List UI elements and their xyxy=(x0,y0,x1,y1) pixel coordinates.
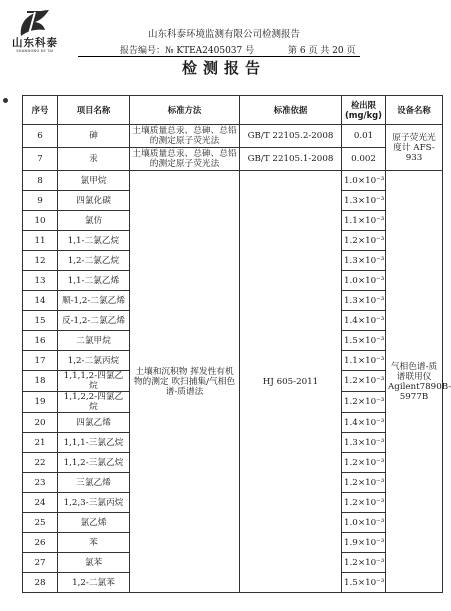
row-item: 1,1-二氯乙烯 xyxy=(58,271,130,291)
row-limit: 1.2×10⁻³ xyxy=(342,553,386,573)
page-number: 第 6 页 共 20 页 xyxy=(288,46,356,56)
table-row xyxy=(23,148,443,171)
row-no: 6 xyxy=(23,125,58,148)
row-item: 1,1,2-三氯乙烷 xyxy=(58,453,130,473)
report-number: 报告编号：№ KTEA2405037 号 xyxy=(120,46,255,56)
row-limit: 1.0×10⁻³ xyxy=(342,271,386,291)
voc-standard: HJ 605-2011 xyxy=(240,171,342,593)
row-item: 反-1,2-二氯乙烯 xyxy=(58,311,130,331)
row-limit: 1.2×10⁻³ xyxy=(342,473,386,493)
row-no: 28 xyxy=(23,573,58,593)
row-limit: 1.1×10⁻³ xyxy=(342,211,386,231)
row-limit: 1.3×10⁻³ xyxy=(342,291,386,311)
row-item: 1,2-二氯乙烷 xyxy=(58,251,130,271)
table-header-row xyxy=(23,96,443,125)
company-report-title: 山东科泰环境监测有限公司检测报告 xyxy=(147,29,300,40)
row-item: 三氯乙烯 xyxy=(58,473,130,493)
row-item: 苯 xyxy=(58,533,130,553)
row-no: 20 xyxy=(23,413,58,433)
header-standard: 标准依据 xyxy=(240,96,342,125)
test-methods-table xyxy=(22,95,451,593)
row-item: 四氯乙烯 xyxy=(58,413,130,433)
row-no: 26 xyxy=(23,533,58,553)
logo-subtext: SHANDONG KE TAI xyxy=(16,49,54,53)
equipment-afs: 原子荧光光度计 AFS-933 xyxy=(386,125,443,171)
row-item: 氯仿 xyxy=(58,211,130,231)
row-no: 12 xyxy=(23,251,58,271)
row-no: 19 xyxy=(23,392,58,413)
row-limit: 1.0×10⁻³ xyxy=(342,513,386,533)
margin-mark xyxy=(3,98,8,103)
row-item: 1,1,1-三氯乙烷 xyxy=(58,433,130,453)
row-limit: 1.4×10⁻³ xyxy=(342,311,386,331)
header-limit: 检出限 (mg/kg) xyxy=(342,96,386,125)
row-method: 土壤质量总汞、总砷、总铅的测定原子荧光法 xyxy=(130,148,240,171)
row-item: 顺-1,2-二氯乙烯 xyxy=(58,291,130,311)
row-limit: 1.5×10⁻³ xyxy=(342,331,386,351)
row-no: 9 xyxy=(23,191,58,211)
row-no: 23 xyxy=(23,473,58,493)
row-limit: 1.3×10⁻³ xyxy=(342,191,386,211)
row-no: 14 xyxy=(23,291,58,311)
table-row xyxy=(23,125,443,148)
row-no: 10 xyxy=(23,211,58,231)
row-item: 1,1,2,2-四氯乙烷 xyxy=(58,392,130,413)
row-no: 17 xyxy=(23,351,58,371)
row-limit: 1.3×10⁻³ xyxy=(342,433,386,453)
header-item: 项目名称 xyxy=(58,96,130,125)
row-no: 22 xyxy=(23,453,58,473)
row-item: 四氯化碳 xyxy=(58,191,130,211)
page-title: 检测报告 xyxy=(181,59,266,77)
row-limit: 1.0×10⁻³ xyxy=(342,171,386,191)
row-no: 8 xyxy=(23,171,58,191)
row-no: 15 xyxy=(23,311,58,331)
row-limit: 1.2×10⁻³ xyxy=(342,453,386,473)
header-no: 序号 xyxy=(23,96,58,125)
row-limit: 1.9×10⁻³ xyxy=(342,533,386,553)
row-item: 砷 xyxy=(58,125,130,148)
table-row xyxy=(23,171,443,191)
row-no: 7 xyxy=(23,148,58,171)
row-item: 氯甲烷 xyxy=(58,171,130,191)
row-item: 1,1-二氯乙烷 xyxy=(58,231,130,251)
row-no: 27 xyxy=(23,553,58,573)
row-limit: 1.4×10⁻³ xyxy=(342,413,386,433)
row-no: 21 xyxy=(23,433,58,453)
row-item: 1,2-二氯苯 xyxy=(58,573,130,593)
row-no: 18 xyxy=(23,371,58,392)
row-item: 1,2,3-三氯丙烷 xyxy=(58,493,130,513)
row-item: 1,1,1,2-四氯乙烷 xyxy=(58,371,130,392)
row-no: 16 xyxy=(23,331,58,351)
row-limit: 1.2×10⁻³ xyxy=(342,371,386,392)
row-no: 11 xyxy=(23,231,58,251)
row-standard: GB/T 22105.2-2008 xyxy=(240,125,342,148)
row-limit: 1.5×10⁻³ xyxy=(342,573,386,593)
row-limit: 0.01 xyxy=(342,125,386,148)
row-item: 汞 xyxy=(58,148,130,171)
row-no: 24 xyxy=(23,493,58,513)
row-item: 氯苯 xyxy=(58,553,130,573)
row-limit: 1.2×10⁻³ xyxy=(342,392,386,413)
row-no: 25 xyxy=(23,513,58,533)
row-limit: 1.2×10⁻³ xyxy=(342,231,386,251)
row-limit: 1.1×10⁻³ xyxy=(342,351,386,371)
row-item: 氯乙烯 xyxy=(58,513,130,533)
voc-method: 土壤和沉积物 挥发性有机物的测定 吹扫捕集/气相色谱-质谱法 xyxy=(130,171,240,593)
logo-text: 山东科泰 xyxy=(12,37,58,49)
header-method: 标准方法 xyxy=(130,96,240,125)
row-limit: 1.2×10⁻³ xyxy=(342,493,386,513)
row-standard: GB/T 22105.1-2008 xyxy=(240,148,342,171)
equipment-gcms: 气相色谱-质谱联用仪 Agilent7890B-5977B xyxy=(386,171,443,593)
row-limit: 1.3×10⁻³ xyxy=(342,251,386,271)
row-item: 二氯甲烷 xyxy=(58,331,130,351)
header-equipment: 设备名称 xyxy=(386,96,443,125)
row-no: 13 xyxy=(23,271,58,291)
row-method: 土壤质量总汞、总砷、总铅的测定原子荧光法 xyxy=(130,125,240,148)
row-limit: 0.002 xyxy=(342,148,386,171)
row-item: 1,2-二氯丙烷 xyxy=(58,351,130,371)
